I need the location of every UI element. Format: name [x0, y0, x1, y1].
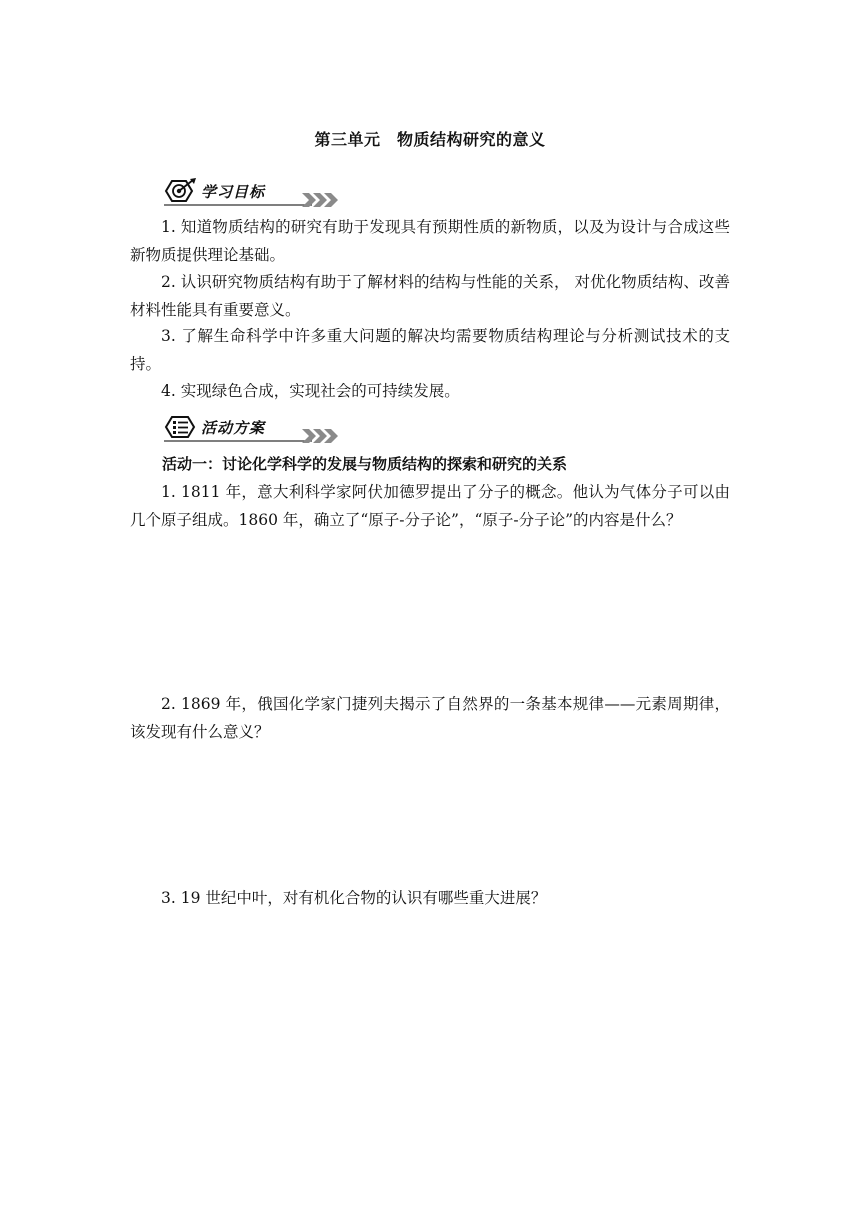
objective-item: 2. 认识研究物质结构有助于了解材料的结构与性能的关系， 对优化物质结构、改善材料性能具有重要意义。 — [130, 273, 730, 319]
question-item: 3. 19 世纪中叶，对有机化合物的认识有哪些重大进展？ — [161, 889, 547, 907]
activities-banner — [162, 414, 342, 444]
page-title: 第三单元 物质结构研究的意义 — [314, 130, 546, 149]
activities-banner-label: 活动方案 — [201, 419, 266, 437]
chevrons-icon — [302, 193, 338, 207]
chevrons-icon — [302, 429, 338, 443]
objectives-banner-label: 学习目标 — [201, 183, 266, 201]
activity-heading: 活动一：讨论化学科学的发展与物质结构的探索和研究的关系 — [162, 455, 568, 473]
question-item: 1. 1811 年，意大利科学家阿伏加德罗提出了分子的概念。他认为气体分子可以由几个原子组成。1860 年，确立了“原子-分子论”，“原子-分子论”的内容是什么？ — [130, 483, 730, 529]
question-item: 2. 1869 年，俄国化学家门捷列夫揭示了自然界的一条基本规律——元素周期律，该发现有什么意义？ — [130, 695, 730, 741]
objective-item: 1. 知道物质结构的研究有助于发现具有预期性质的新物质，以及为设计与合成这些新物质提供理论基础。 — [130, 218, 730, 264]
objective-item: 3. 了解生命科学中许多重大问题的解决均需要物质结构理论与分析测试技术的支持。 — [130, 327, 730, 373]
objective-item: 4. 实现绿色合成，实现社会的可持续发展。 — [161, 382, 460, 400]
list-icon — [166, 417, 194, 437]
objectives-banner — [162, 178, 342, 208]
target-icon — [166, 178, 196, 201]
